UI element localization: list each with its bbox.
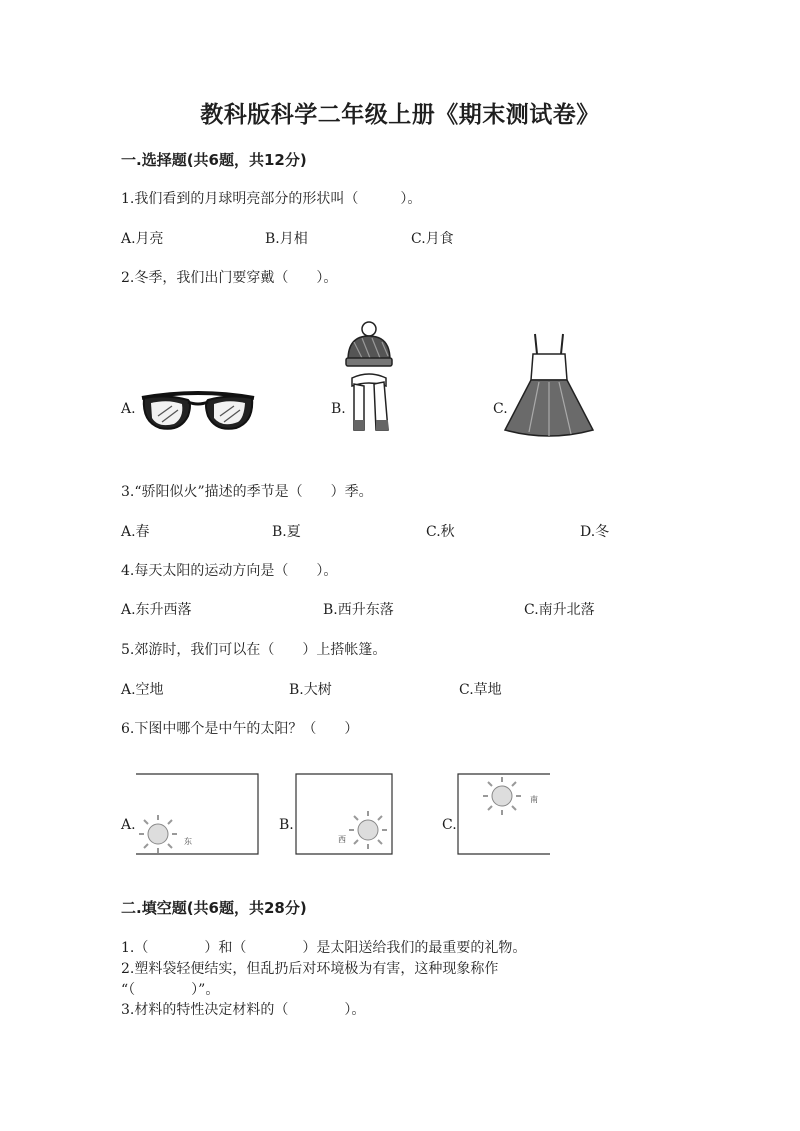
question-2: 2.冬季，我们出门要穿戴（ ）。 bbox=[121, 270, 338, 286]
sun-box-c bbox=[458, 774, 552, 856]
q1-option-b: B.月相 bbox=[265, 231, 308, 247]
sun-label-east: 东 bbox=[184, 837, 192, 846]
q2-option-b: B. bbox=[331, 401, 346, 417]
sunglasses-icon bbox=[138, 386, 258, 436]
q1-option-c: C.月食 bbox=[411, 231, 454, 247]
q6-option-b: B. bbox=[279, 817, 294, 833]
fill-question-3: 3.材料的特性决定材料的（ ）。 bbox=[121, 1002, 366, 1018]
question-1: 1.我们看到的月球明亮部分的形状叫（ ）。 bbox=[121, 191, 422, 207]
q5-option-b: B.大树 bbox=[289, 682, 332, 698]
sun-box-b bbox=[296, 774, 394, 856]
q4-option-c: C.南升北落 bbox=[524, 602, 595, 618]
q2-option-a: A. bbox=[121, 401, 136, 417]
q2-option-c: C. bbox=[493, 401, 508, 417]
q6-option-a: A. bbox=[121, 817, 136, 833]
q4-option-a: A.东升西落 bbox=[121, 602, 192, 618]
question-4: 4.每天太阳的运动方向是（ ）。 bbox=[121, 563, 338, 579]
sun-icon bbox=[483, 777, 521, 815]
sun-box-a bbox=[136, 774, 260, 856]
sun-label-west: 西 bbox=[338, 835, 346, 844]
q3-option-b: B.夏 bbox=[272, 524, 301, 540]
q5-option-a: A.空地 bbox=[121, 682, 164, 698]
question-6: 6.下图中哪个是中午的太阳？（ ） bbox=[121, 721, 359, 737]
fill-question-1: 1.（ ）和（ ）是太阳送给我们的最重要的礼物。 bbox=[121, 940, 527, 956]
q3-option-d: D.冬 bbox=[580, 524, 610, 540]
page-title: 教科版科学二年级上册《期末测试卷》 bbox=[200, 101, 600, 128]
q1-option-a: A.月亮 bbox=[121, 231, 164, 247]
fill-question-2: 2.塑料袋轻便结实，但乱扔后对环境极为有害，这种现象称作 bbox=[121, 961, 499, 977]
hat-scarf-icon bbox=[342, 320, 396, 440]
question-5: 5.郊游时，我们可以在（ ）上搭帐篷。 bbox=[121, 642, 387, 658]
section-heading-fill: 二.填空题(共6题，共28分) bbox=[121, 899, 307, 917]
sun-icon bbox=[139, 815, 177, 853]
q4-option-b: B.西升东落 bbox=[323, 602, 394, 618]
sun-icon bbox=[349, 811, 387, 849]
fill-question-2-blank: “（ ）”。 bbox=[121, 982, 220, 998]
q6-option-c: C. bbox=[442, 817, 457, 833]
q5-option-c: C.草地 bbox=[459, 682, 502, 698]
q3-option-c: C.秋 bbox=[426, 524, 455, 540]
section-heading-choice: 一.选择题(共6题，共12分) bbox=[121, 151, 307, 169]
question-3: 3.“骄阳似火”描述的季节是（ ）季。 bbox=[121, 484, 373, 500]
sun-label-south: 南 bbox=[530, 795, 538, 804]
dress-icon bbox=[503, 330, 595, 440]
q3-option-a: A.春 bbox=[121, 524, 150, 540]
